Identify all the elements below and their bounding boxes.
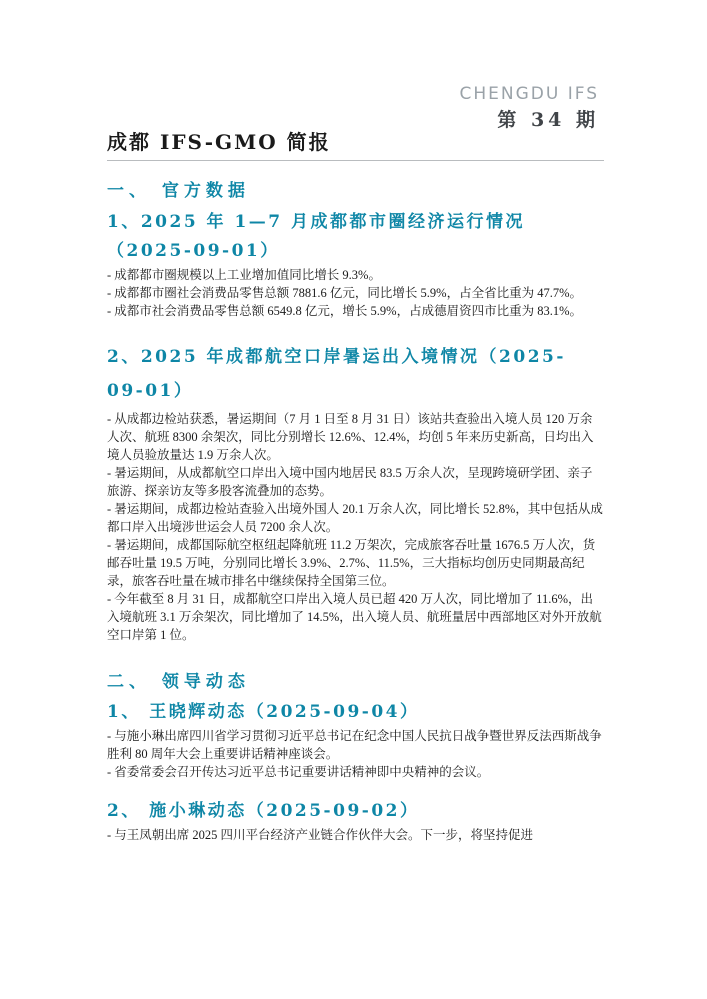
bullet-item: - 成都都市圈社会消费品零售总额 7881.6 亿元，同比增长 5.9%，占全省比重为 47.7%。: [107, 286, 582, 300]
article-title: 2、 施小琳动态（2025-09-02）: [107, 801, 420, 821]
bullet-item: - 今年截至 8 月 31 日，成都航空口岸出入境人员已超 420 万人次，同比增加了 11.6%，出入境航班 3.1 万余架次，同比增加了 14.5%，出入境人员、航班量居中西部地区对外开放航空口岸第 1 位。: [107, 592, 602, 642]
bullet-item: - 与王凤朝出席 2025 四川平台经济产业链合作伙伴大会。下一步，将坚持促进: [107, 828, 534, 842]
bullet-item: - 从成都边检站获悉，暑运期间（7 月 1 日至 8 月 31 日）该站共查验出入境人员 120 万余人次、航班 8300 余架次，同比分别增长 12.6%、12.4%，均创 5 年来历史新高，日均出入境人员验放量达 1.9 万余人次。: [107, 412, 594, 462]
article-shi-xiaolin: [107, 797, 604, 844]
bullet-item: - 成都市社会消费品零售总额 6549.8 亿元，增长 5.9%，占成德眉资四市比重为 83.1%。: [107, 304, 582, 318]
bullet-item: - 暑运期间，成都国际航空枢纽起降航班 11.2 万架次，完成旅客吞吐量 1676.5 万人次，货邮吞吐量 19.5 万吨，分别同比增长 3.9%、2.7%、11.5%，三大指标均创历史同期最高纪录，旅客吞吐量在城市排名中继续保持全国第三位。: [107, 538, 596, 588]
article-title: 1、2025 年 1—7 月成都都市圈经济运行情况（2025-09-01）: [107, 212, 526, 261]
section-official-data: [107, 177, 604, 644]
article-metro-economy: [107, 208, 604, 320]
bullet-item: - 省委常委会召开传达习近平总书记重要讲话精神即中央精神的会议。: [107, 765, 490, 779]
brand-wordmark: CHENGDU IFS: [459, 84, 599, 104]
article-title: 2、2025 年成都航空口岸暑运出入境情况（2025-09-01）: [107, 347, 566, 401]
bullet-item: - 暑运期间，成都边检站查验入出境外国人 20.1 万余人次，同比增长 52.8%，其中包括从成都口岸入出境涉世运会人员 7200 余人次。: [107, 502, 603, 534]
bullet-item: - 成都都市圈规模以上工业增加值同比增长 9.3%。: [107, 268, 381, 282]
section-heading: 一、 官方数据: [107, 181, 250, 201]
section-heading: 二、 领导动态: [107, 672, 250, 692]
page-title: 成都 IFS-GMO 简报: [107, 130, 331, 154]
briefing-body: [107, 175, 604, 844]
bullet-item: - 与施小琳出席四川省学习贯彻习近平总书记在纪念中国人民抗日战争暨世界反法西斯战争胜利 80 周年大会上重要讲话精神座谈会。: [107, 729, 602, 761]
header-divider: [107, 160, 604, 161]
issue-number: 第 34 期: [497, 109, 599, 131]
article-title: 1、 王晓辉动态（2025-09-04）: [107, 702, 420, 722]
section-leadership-news: [107, 668, 604, 844]
bullet-item: - 暑运期间，从成都航空口岸出入境中国内地居民 83.5 万余人次，呈现跨境研学团、亲子旅游、探亲访友等多股客流叠加的态势。: [107, 466, 593, 498]
article-airport-port: [107, 340, 604, 644]
article-wang-xiaohui: [107, 698, 604, 781]
